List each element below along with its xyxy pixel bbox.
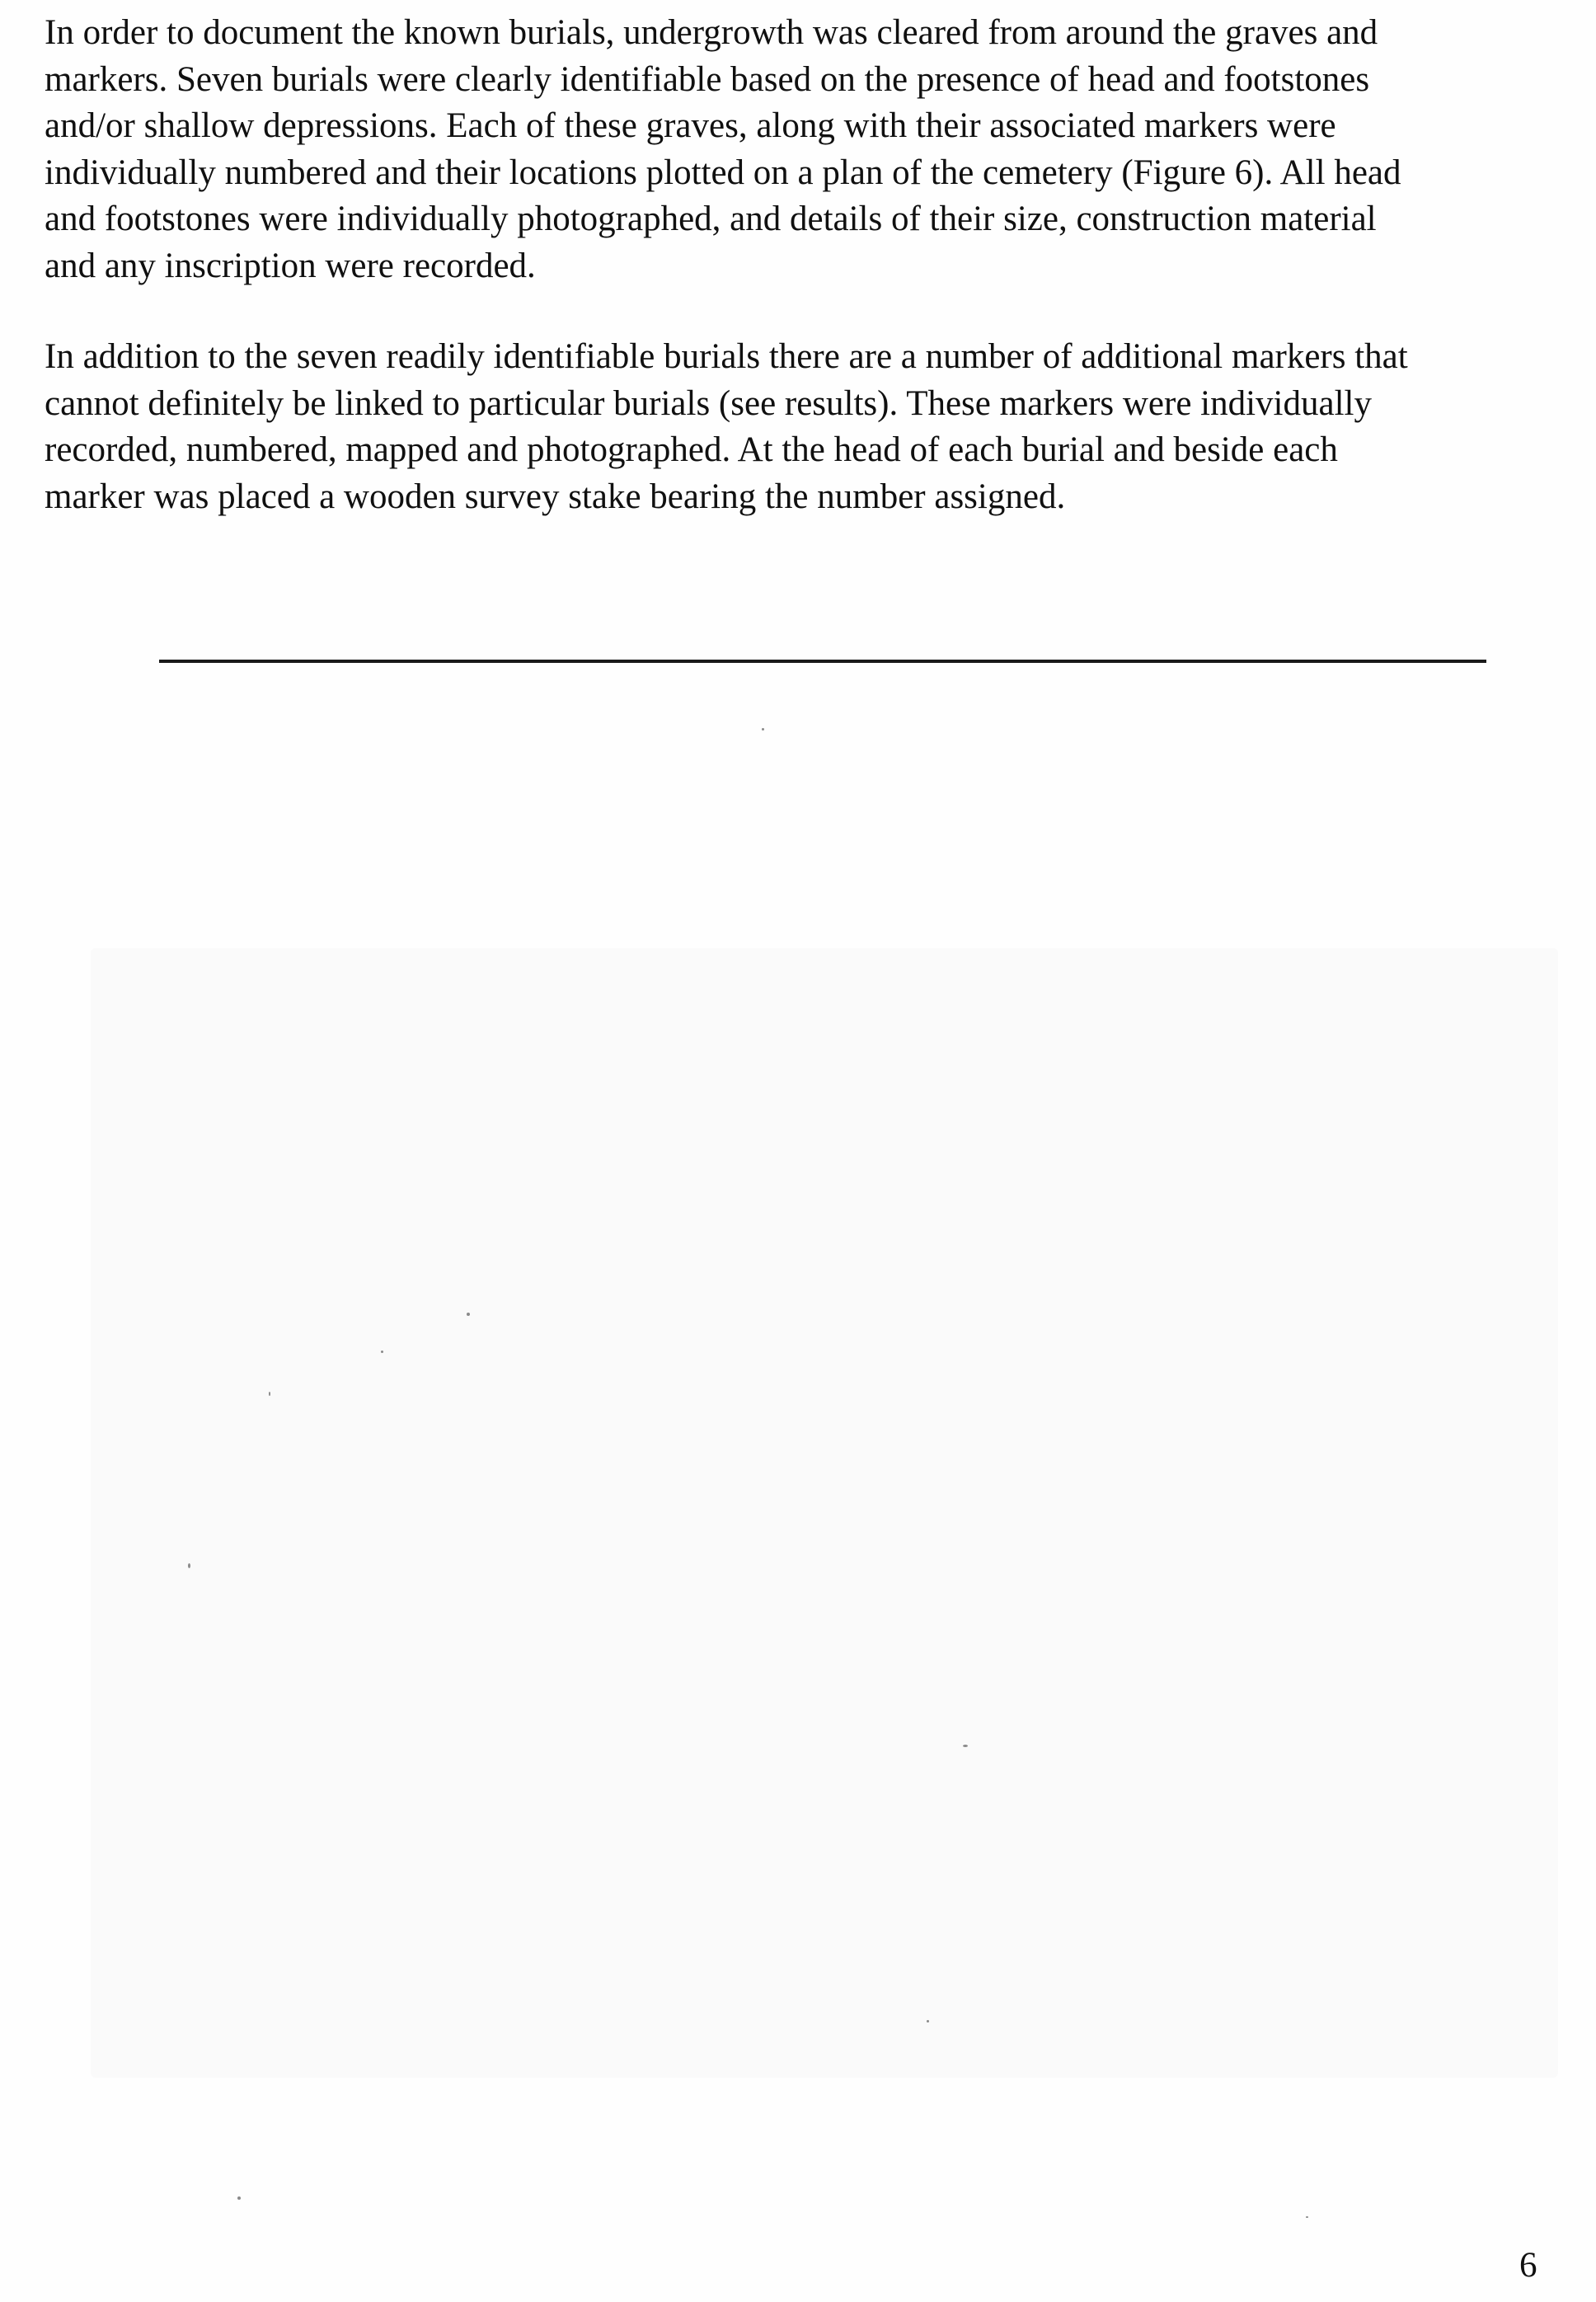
page-number: 6 <box>1519 2246 1537 2285</box>
scan-speck <box>269 1392 270 1396</box>
horizontal-rule <box>159 660 1486 663</box>
scan-speck <box>762 728 764 731</box>
scan-speck <box>188 1563 190 1568</box>
scan-speck <box>381 1351 383 1353</box>
scan-speck <box>237 2196 241 2200</box>
scan-speck <box>963 1745 968 1747</box>
blank-figure-area <box>91 948 1558 2078</box>
scan-speck <box>927 2020 929 2022</box>
paragraph-1: In order to document the known burials, undergrowth was cleared from around the graves and markers. Seven burials were clearly identifiable based on the presence of head and footstones and/or shallow depressions. Each of these graves, along with their associated markers were individually numbered and their locations plotted on a plan of the cemetery (Figure 6). All head and footstones were individually photographed, and details of their size, construction material and any inscription were recorded. <box>45 13 1401 285</box>
scan-speck <box>467 1313 470 1316</box>
body-text <box>45 10 1586 520</box>
scan-speck <box>1306 2216 1308 2218</box>
paragraph-2: In addition to the seven readily identifiable burials there are a number of additional markers that cannot definitely be linked to particular burials (see results). These markers were individually recorded, numbered, mapped and photographed. At the head of each burial and beside each marker was placed a wooden survey stake bearing the number assigned. <box>45 337 1408 516</box>
